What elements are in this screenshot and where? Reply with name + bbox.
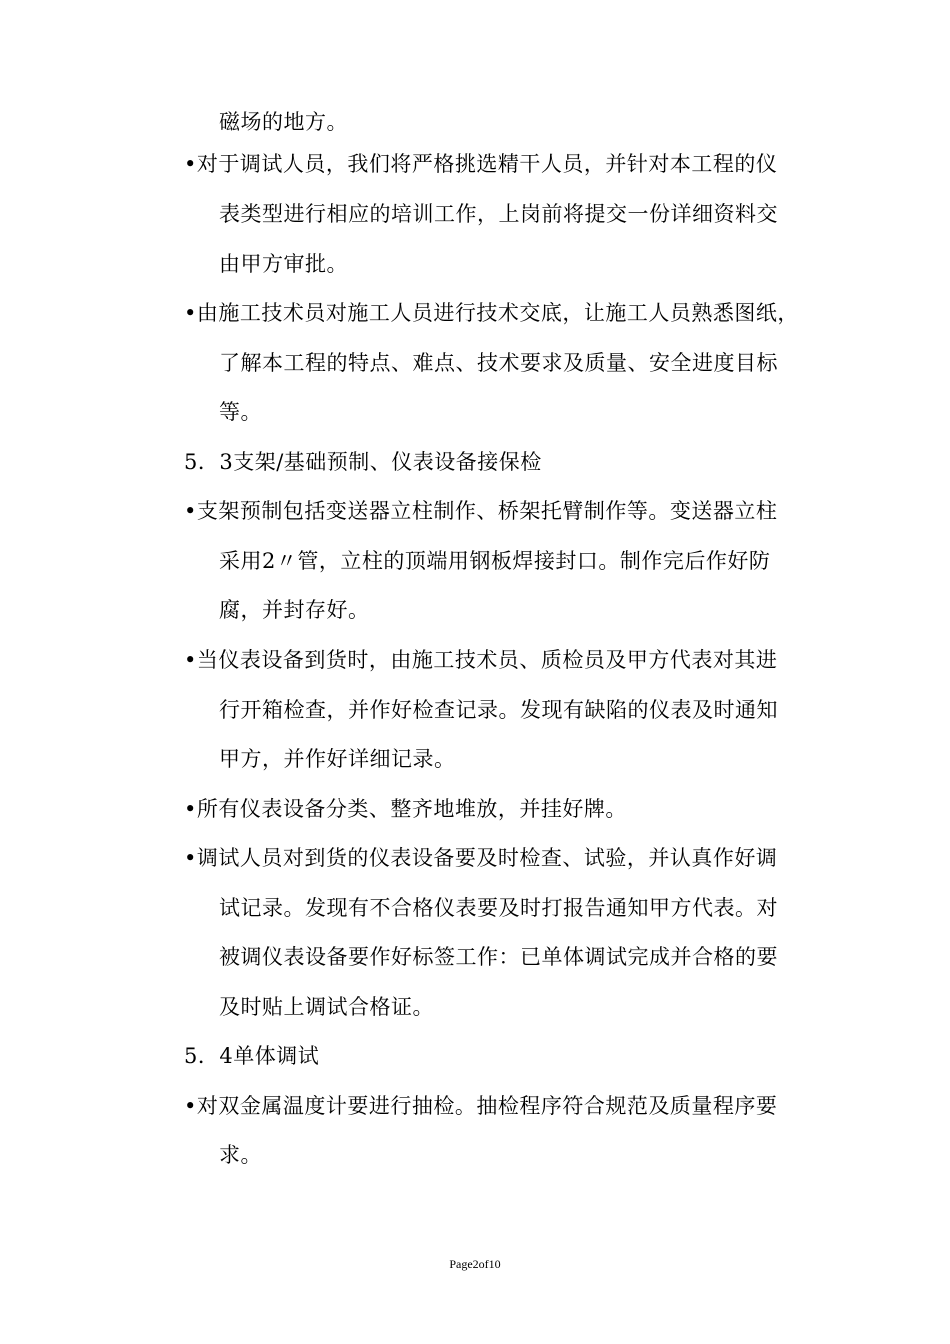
bullet-paragraph-line: •当仪表设备到货时，由施工技术员、质检员及甲方代表对其进 (184, 648, 778, 672)
page-number-footer: Page2of10 (449, 1257, 501, 1271)
bullet-paragraph-line: •对双金属温度计要进行抽检。抽检程序符合规范及质量程序要 (184, 1094, 778, 1118)
text-line: 腐，并封存好。 (219, 598, 370, 622)
text-line: 被调仪表设备要作好标签工作：已单体调试完成并合格的要 (219, 945, 778, 969)
bullet-paragraph-line: •由施工技术员对施工人员进行技术交底，让施工人员熟悉图纸， (184, 301, 799, 325)
text-line: 磁场的地方。 (219, 110, 348, 134)
section-heading: 5．4单体调试 (184, 1044, 320, 1068)
bullet-paragraph-line: •支架预制包括变送器立柱制作、桥架托臂制作等。变送器立柱 (184, 499, 778, 523)
bullet-paragraph-line: •所有仪表设备分类、整齐地堆放，并挂好牌。 (184, 797, 627, 821)
text-line: 甲方，并作好详细记录。 (219, 747, 456, 771)
text-line: 表类型进行相应的培训工作，上岗前将提交一份详细资料交 (219, 202, 778, 226)
bullet-paragraph-line: •对于调试人员，我们将严格挑选精干人员，并针对本工程的仪 (184, 152, 778, 176)
text-line: 及时贴上调试合格证。 (219, 995, 434, 1019)
text-line: 由甲方审批。 (219, 252, 348, 276)
text-line: 求。 (219, 1143, 262, 1167)
text-line: 了解本工程的特点、难点、技术要求及质量、安全进度目标 (219, 351, 778, 375)
text-line: 试记录。发现有不合格仪表要及时打报告通知甲方代表。对 (219, 896, 778, 920)
text-line: 采用2〃管，立柱的顶端用钢板焊接封口。制作完后作好防 (219, 549, 771, 573)
text-line: 等。 (219, 400, 262, 424)
section-heading: 5．3支架/基础预制、仪表设备接保检 (184, 450, 542, 474)
bullet-paragraph-line: •调试人员对到货的仪表设备要及时检查、试验，并认真作好调 (184, 846, 778, 870)
text-line: 行开箱检查，并作好检查记录。发现有缺陷的仪表及时通知 (219, 698, 778, 722)
